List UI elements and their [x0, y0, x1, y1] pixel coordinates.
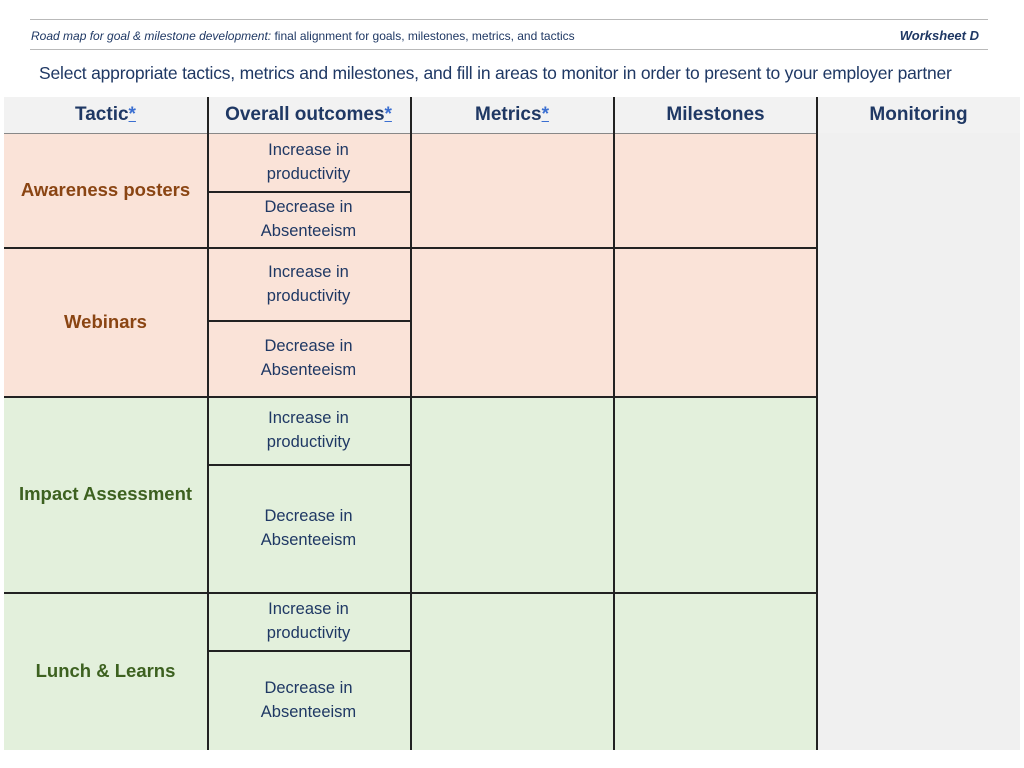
- tactic-cell-impact-assessment: Impact Assessment: [4, 396, 207, 592]
- document-title-italic: Road map for goal & milestone development:: [31, 29, 272, 43]
- column-header-tactic: [4, 97, 207, 133]
- column-header-metrics: [410, 97, 614, 133]
- instructions-subtitle: Select appropriate tactics, metrics and milestones, and fill in areas to monitor in order to present to your employer partner: [39, 63, 952, 83]
- metrics-input-cell[interactable]: [410, 247, 614, 396]
- column-header-milestones: [614, 97, 817, 133]
- column-header-monitoring: [817, 97, 1020, 133]
- grid-line: [816, 97, 818, 750]
- grid-line: [207, 97, 209, 750]
- grid-line: [207, 191, 410, 193]
- outcome-cell: Increase in productivity: [207, 133, 410, 191]
- document-title-rest: final alignment for goals, milestones, metrics, and tactics: [271, 29, 575, 43]
- milestones-input-cell[interactable]: [614, 592, 817, 750]
- column-header-label: Tactic: [75, 104, 129, 125]
- metrics-input-cell[interactable]: [410, 592, 614, 750]
- outcome-cell: Decrease in Absenteeism: [207, 650, 410, 750]
- column-header-label: Overall outcomes: [225, 104, 385, 125]
- milestones-input-cell[interactable]: [614, 133, 817, 247]
- column-header-label: Metrics: [475, 104, 542, 125]
- monitoring-input-cell[interactable]: [817, 133, 1020, 750]
- column-header-label: Milestones: [666, 104, 765, 125]
- column-header-overall-outcomes: [207, 97, 410, 133]
- milestones-input-cell[interactable]: [614, 396, 817, 592]
- metrics-input-cell[interactable]: [410, 133, 614, 247]
- grid-line: [410, 97, 412, 750]
- outcome-cell: Decrease in Absenteeism: [207, 191, 410, 247]
- grid-line: [613, 97, 615, 750]
- outcome-cell: Increase in productivity: [207, 247, 410, 320]
- column-header-label: Monitoring: [869, 104, 968, 125]
- required-marker: *: [128, 104, 136, 125]
- grid-line: [207, 464, 410, 466]
- grid-line: [4, 247, 817, 249]
- grid-line: [4, 396, 817, 398]
- outcome-cell: Decrease in Absenteeism: [207, 464, 410, 592]
- outcome-cell: Increase in productivity: [207, 592, 410, 650]
- tactic-cell-awareness-posters: Awareness posters: [4, 133, 207, 247]
- grid-line: [207, 320, 410, 322]
- outcome-cell: Increase in productivity: [207, 396, 410, 464]
- outcome-cell: Decrease in Absenteeism: [207, 320, 410, 396]
- grid-line: [4, 592, 817, 594]
- tactic-cell-lunch-and-learns: Lunch & Learns: [4, 592, 207, 750]
- required-marker: *: [384, 104, 392, 125]
- metrics-input-cell[interactable]: [410, 396, 614, 592]
- tactic-cell-webinars: Webinars: [4, 247, 207, 396]
- required-marker: *: [541, 104, 549, 125]
- worksheet-label: Worksheet D: [899, 28, 979, 43]
- milestones-input-cell[interactable]: [614, 247, 817, 396]
- grid-line: [207, 650, 410, 652]
